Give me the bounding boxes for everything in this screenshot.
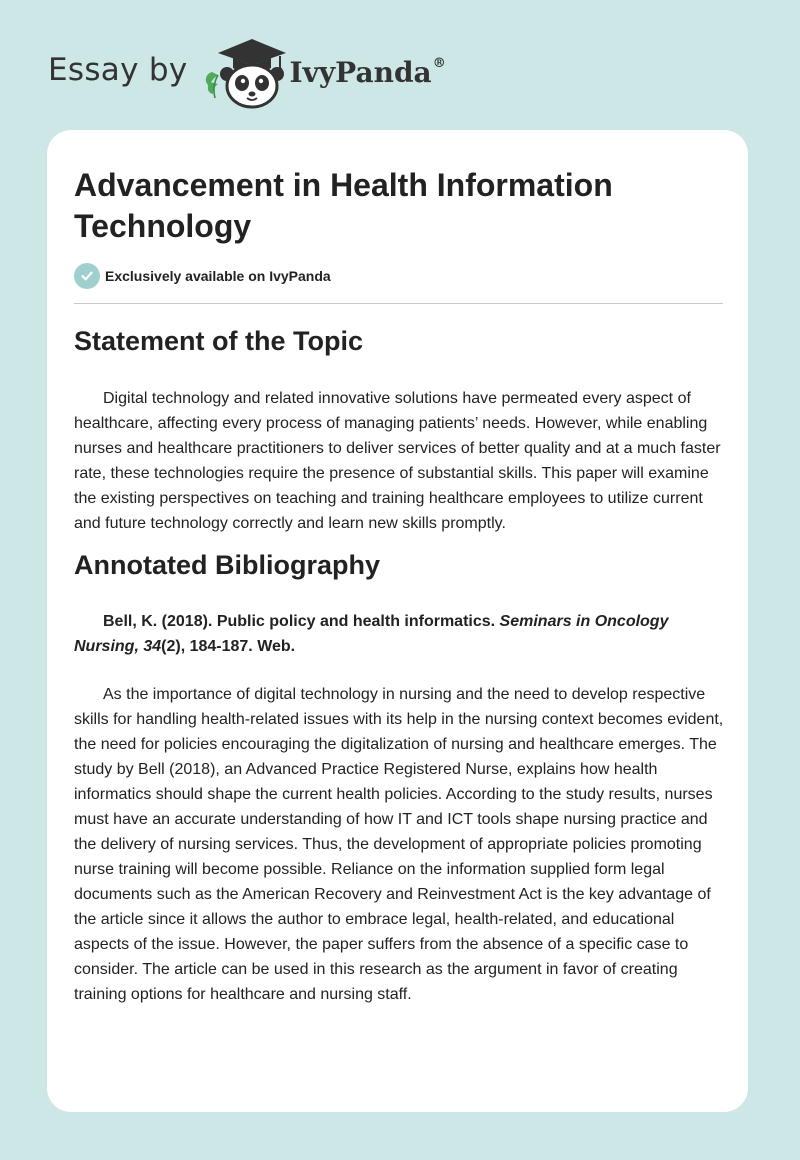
annotation-paragraph: As the importance of digital technology in nursing and the need to develop respective skills for handling health-related issues with its help in the nursing context becomes evident, the need for policies encouraging the digitalization of nursing and healthcare emerges. The study by Bell (2018), an Advanced Practice Registered Nurse, explains how health informatics should shape the current health policies. According to the study results, nurses must have an accurate understanding of how IT and ICT tools shape nursing practice and the delivery of nursing services. Thus, the development of appropriate policies promoting nurse training will become possible. Reliance on the information supplied form legal documents such as the American Recovery and Reinvestment Act is the key advantage of the article since it allows the author to embrace legal, health-related, and educational aspects of the issue. However, the paper suffers from the absence of a specific case to consider. The article can be used in this research as the argument in favor of creating training options for healthcare and nursing staff. (74, 686, 724, 1003)
check-badge-icon (74, 263, 100, 289)
panda-logo-icon[interactable] (196, 30, 288, 110)
citation-details: (2), 184-187. Web. (161, 638, 296, 655)
brand-name[interactable] (290, 56, 446, 89)
article-card (47, 130, 748, 1112)
brand-name-text: IvyPanda (289, 55, 432, 89)
article-body (74, 323, 724, 1007)
registered-mark: ® (432, 56, 446, 72)
section-heading-bibliography: Annotated Bibliography (74, 550, 380, 580)
ivy-leaf-icon (205, 72, 217, 98)
exclusive-badge-label: Exclusively available on IvyPanda (105, 268, 331, 284)
essay-by-label: Essay by (48, 52, 188, 88)
citation-journal: Seminars in Oncology Nursing, 34 (74, 613, 669, 655)
title-divider (74, 303, 723, 304)
exclusive-badge (74, 263, 331, 289)
statement-paragraph: Digital technology and related innovative solutions have permeated every aspect of healthcare, affecting every process of managing patients’ needs. However, while enabling nurses and healthcare practitioners to deliver services of better quality and at a much faster rate, these technologies require the presence of substantial skills. This paper will examine the existing perspectives on teaching and training healthcare employees to utilize current and future technology correctly and learn new skills promptly. (74, 390, 721, 532)
bibliography-citation (74, 609, 724, 659)
article-title: Advancement in Health Information Technology (74, 167, 613, 244)
site-header (48, 30, 446, 110)
citation-authors: Bell, K. (2018). Public policy and health informatics. (103, 613, 500, 630)
section-heading-statement: Statement of the Topic (74, 326, 364, 356)
